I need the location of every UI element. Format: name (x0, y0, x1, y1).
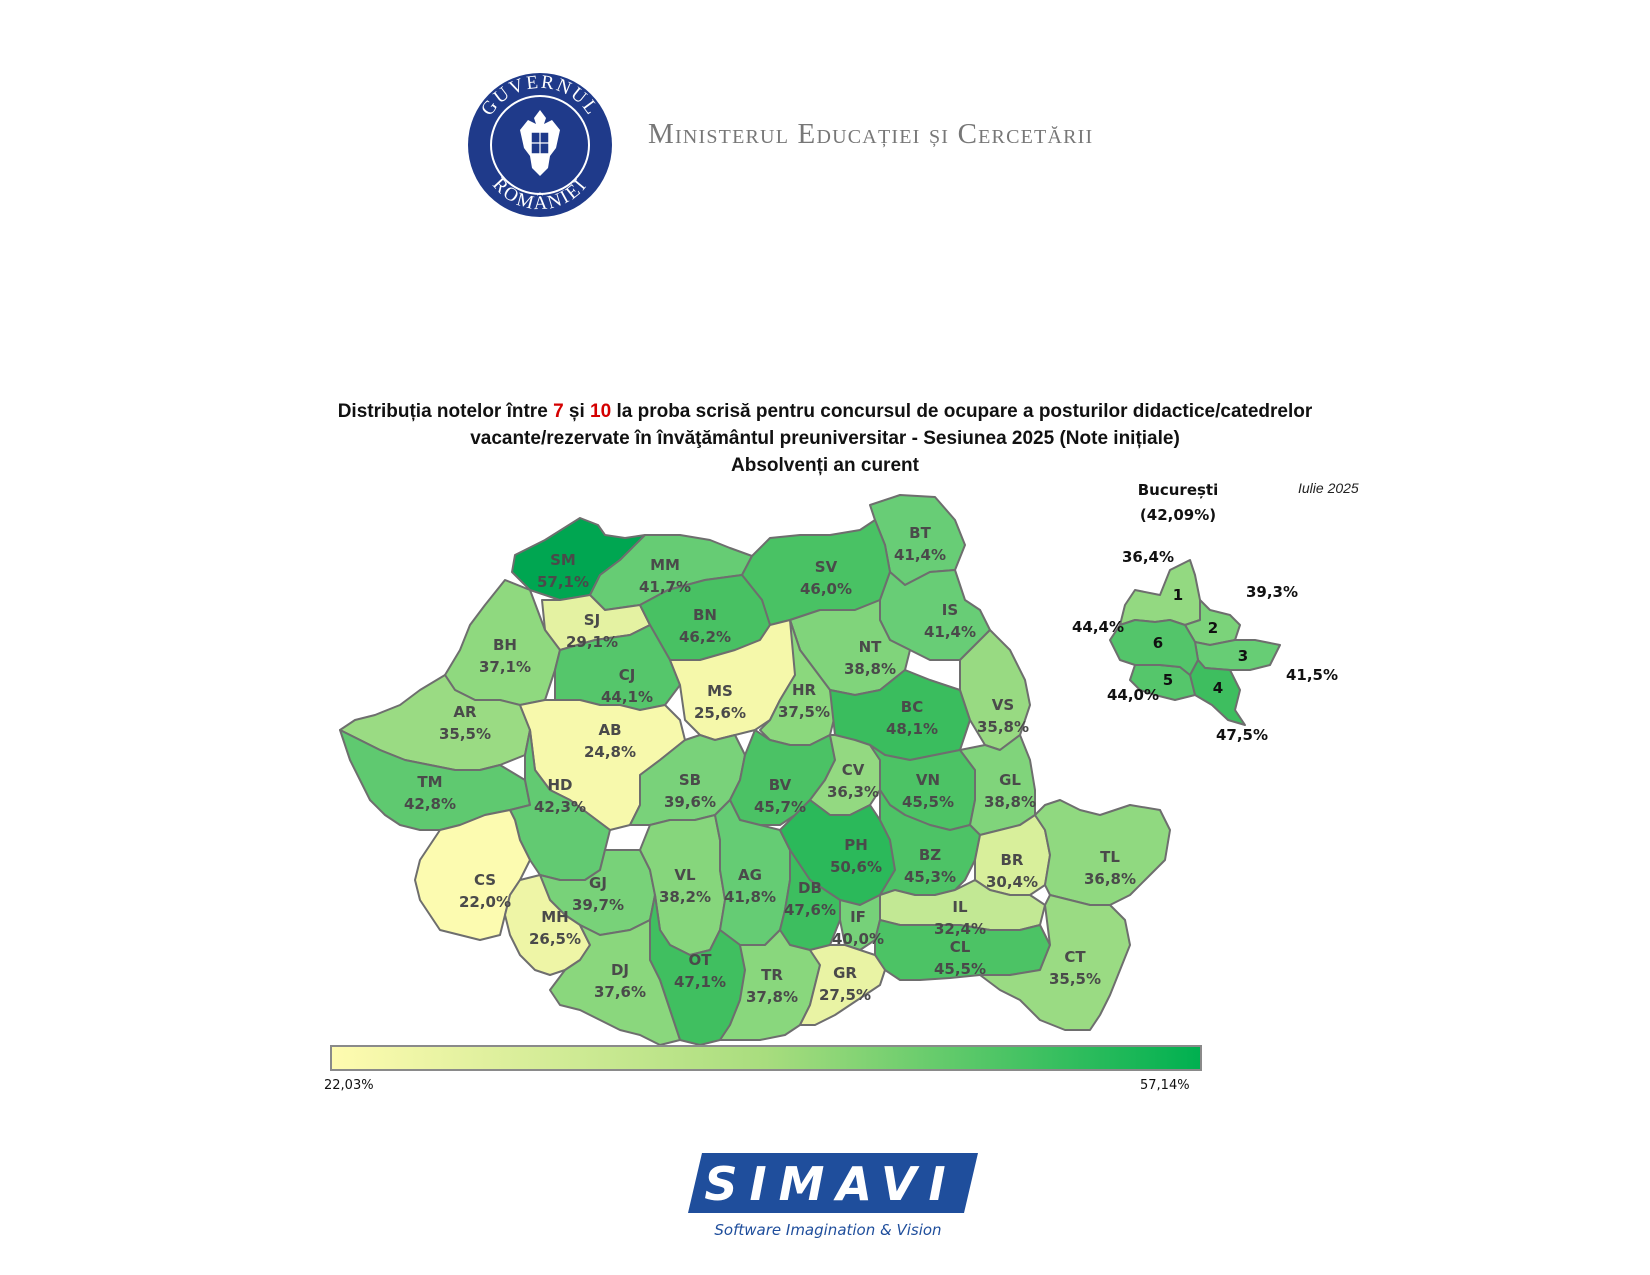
county-code-vl: VL (674, 866, 696, 884)
county-code-dj: DJ (610, 961, 630, 979)
county-code-tl: TL (1100, 848, 1120, 866)
county-value-bz: 45,3% (903, 868, 957, 886)
county-code-sm: SM (550, 551, 576, 569)
county-value-tl: 36,8% (1083, 870, 1137, 888)
county-code-hd: HD (547, 776, 573, 794)
county-code-vn: VN (915, 771, 941, 789)
legend-max: 57,14% (1140, 1078, 1190, 1093)
county-value-gl: 38,8% (983, 793, 1037, 811)
county-value-vl: 38,2% (658, 888, 712, 906)
county-code-cl: CL (949, 938, 971, 956)
county-value-sm: 57,1% (536, 573, 590, 591)
county-value-mh: 26,5% (528, 930, 582, 948)
county-value-gj: 39,7% (571, 896, 625, 914)
county-code-db: DB (798, 879, 822, 897)
svg-text:GUVERNUL: GUVERNUL (477, 71, 603, 120)
title-line-1: Distribuția notelor între 7 și 10 la proba scrisă pentru concursul de ocupare a posturilor didactice/catedrelor (337, 401, 1313, 422)
county-value-hd: 42,3% (533, 798, 587, 816)
county-code-mm: MM (650, 556, 680, 574)
county-code-gl: GL (999, 771, 1021, 789)
county-value-if: 40,0% (831, 930, 885, 948)
county-value-cs: 22,0% (458, 893, 512, 911)
county-value-sv: 46,0% (799, 580, 853, 598)
county-value-cv: 36,3% (826, 783, 880, 801)
county-code-ct: CT (1064, 948, 1086, 966)
county-value-sj: 29,1% (565, 633, 619, 651)
bucharest-total: (42,09%) (1139, 506, 1217, 524)
ministry-name: Ministerul Educației și Cercetării (648, 118, 1094, 150)
county-code-bn: BN (693, 606, 717, 624)
svg-text:ROMÂNIEI: ROMÂNIEI (488, 174, 592, 215)
county-value-vn: 45,5% (901, 793, 955, 811)
title-line-3: Absolvenți an curent (731, 455, 919, 476)
county-code-ms: MS (707, 682, 733, 700)
county-code-bv: BV (768, 776, 792, 794)
county-value-tm: 42,8% (403, 795, 457, 813)
county-value-hr: 37,5% (777, 703, 831, 721)
county-value-tr: 37,8% (745, 988, 799, 1006)
county-code-il: IL (952, 898, 968, 916)
county-code-ar: AR (453, 703, 477, 721)
county-code-hr: HR (791, 681, 817, 699)
county-code-sv: SV (814, 558, 838, 576)
county-code-bc: BC (900, 698, 924, 716)
county-code-tr: TR (761, 966, 783, 984)
county-value-ag: 41,8% (723, 888, 777, 906)
county-code-bz: BZ (918, 846, 942, 864)
title-line-2: vacante/rezervate în învăţământul preuniversitar - Sesiunea 2025 (Note inițiale) (470, 428, 1180, 449)
county-code-is: IS (941, 601, 959, 619)
county-code-br: BR (1000, 851, 1024, 869)
county-code-nt: NT (858, 638, 882, 656)
sector-number-6: 6 (1152, 634, 1164, 652)
county-value-is: 41,4% (923, 623, 977, 641)
county-value-bv: 45,7% (753, 798, 807, 816)
county-value-ct: 35,5% (1048, 970, 1102, 988)
county-value-cl: 45,5% (933, 960, 987, 978)
county-code-ph: PH (844, 836, 868, 854)
county-value-cj: 44,1% (600, 688, 654, 706)
county-code-ag: AG (738, 866, 762, 884)
county-code-cv: CV (841, 761, 865, 779)
county-code-sb: SB (678, 771, 702, 789)
county-code-gr: GR (833, 964, 857, 982)
sector-value-2: 39,3% (1245, 583, 1299, 601)
county-code-tm: TM (417, 773, 443, 791)
county-value-il: 32,4% (933, 920, 987, 938)
legend-gradient (330, 1045, 1202, 1071)
county-code-vs: VS (991, 696, 1015, 714)
county-value-dj: 37,6% (593, 983, 647, 1001)
sector-value-4: 47,5% (1215, 726, 1269, 744)
county-value-ot: 47,1% (673, 973, 727, 991)
sector-number-4: 4 (1212, 679, 1224, 697)
county-value-nt: 38,8% (843, 660, 897, 678)
county-value-bh: 37,1% (478, 658, 532, 676)
simavi-logo (688, 1153, 978, 1243)
sector-value-5: 44,0% (1106, 686, 1160, 704)
sector-value-1: 36,4% (1121, 548, 1175, 566)
county-value-br: 30,4% (985, 873, 1039, 891)
county-value-bt: 41,4% (893, 546, 947, 564)
county-code-cs: CS (473, 871, 497, 889)
county-code-mh: MH (541, 908, 569, 926)
county-code-ab: AB (598, 721, 622, 739)
county-value-ph: 50,6% (829, 858, 883, 876)
county-value-bc: 48,1% (885, 720, 939, 738)
bucharest-sector-1[interactable] (1120, 560, 1200, 625)
county-code-bh: BH (493, 636, 517, 654)
county-code-if: IF (850, 908, 866, 926)
sector-value-3: 41,5% (1285, 666, 1339, 684)
svg-text:Software Imagination & Vision: Software Imagination & Vision (714, 1221, 942, 1239)
sector-number-2: 2 (1207, 619, 1219, 637)
sector-number-3: 3 (1237, 647, 1249, 665)
date-label: Iulie 2025 (1298, 480, 1359, 496)
sector-number-1: 1 (1172, 586, 1184, 604)
county-code-sj: SJ (583, 611, 601, 629)
sector-value-6: 44,4% (1071, 618, 1125, 636)
sector-number-5: 5 (1162, 671, 1174, 689)
county-value-sb: 39,6% (663, 793, 717, 811)
county-value-mm: 41,7% (638, 578, 692, 596)
svg-text:SIMAVI: SIMAVI (704, 1157, 958, 1211)
county-code-cj: CJ (618, 666, 636, 684)
county-value-vs: 35,8% (976, 718, 1030, 736)
county-value-db: 47,6% (783, 901, 837, 919)
county-code-bt: BT (909, 524, 931, 542)
county-code-gj: GJ (589, 874, 607, 892)
county-value-ab: 24,8% (583, 743, 637, 761)
county-value-ar: 35,5% (438, 725, 492, 743)
county-value-gr: 27,5% (818, 986, 872, 1004)
legend-min: 22,03% (324, 1078, 374, 1093)
county-value-bn: 46,2% (678, 628, 732, 646)
county-value-ms: 25,6% (693, 704, 747, 722)
bucharest-title: București (1137, 481, 1219, 499)
county-code-ot: OT (688, 951, 712, 969)
